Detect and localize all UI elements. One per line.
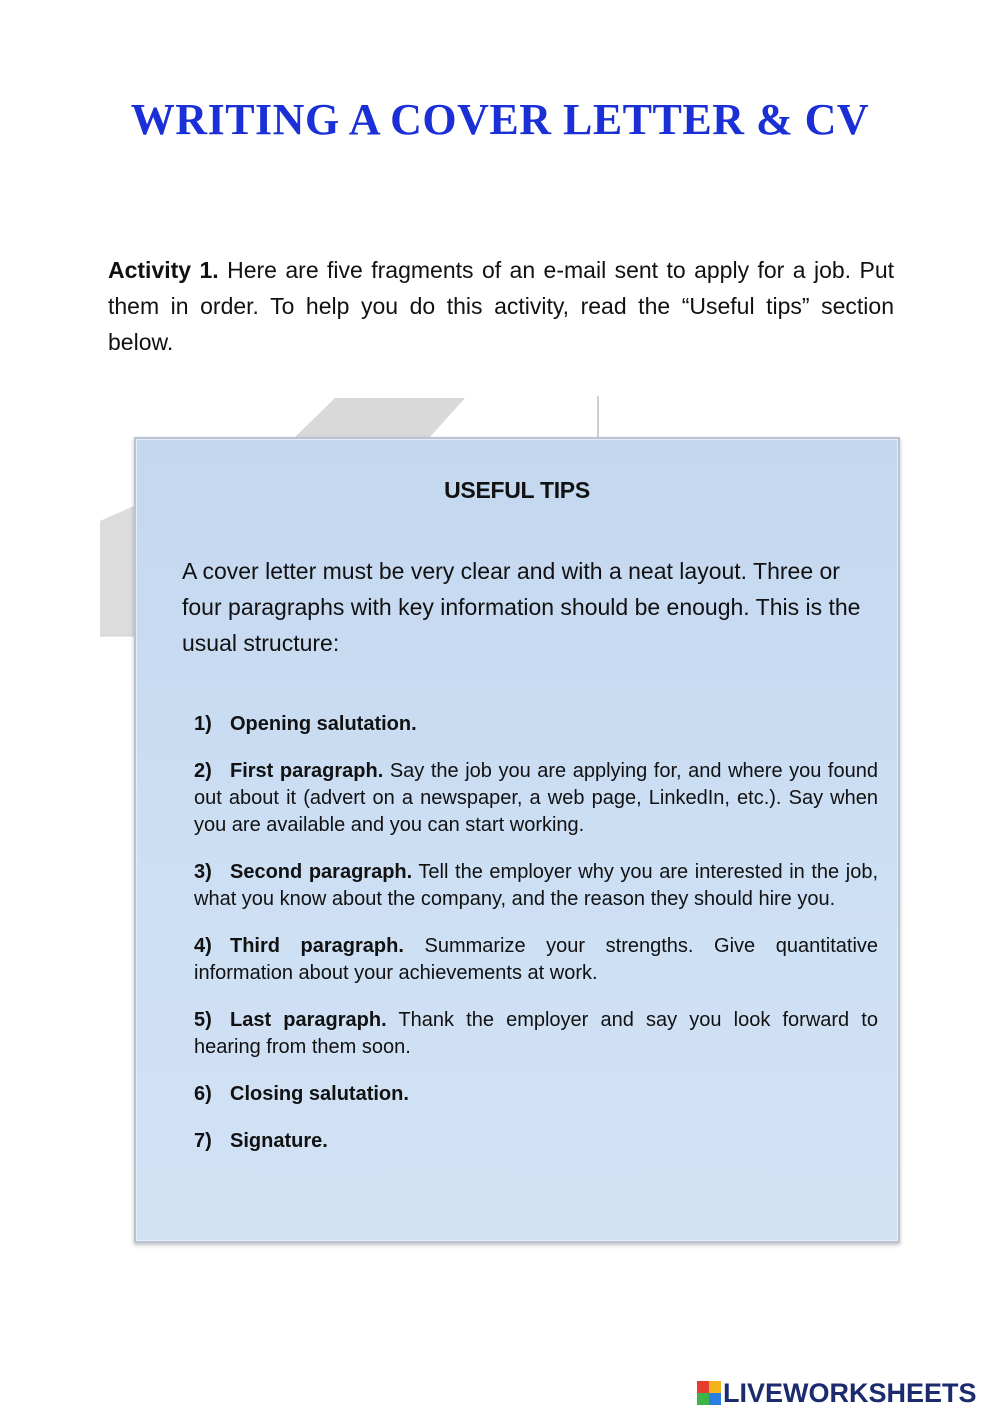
tips-list [194,711,878,1175]
tip-number: 5) [194,1009,212,1031]
tip-item [194,933,878,987]
tip-text: Summarize your strengths. Give quantitative information about your achievements at work. [194,935,879,984]
tip-heading: Signature. [230,1130,328,1152]
tips-intro: A cover letter must be very clear and with a neat layout. Three or four paragraphs with key information should be enough. This is the usual structure: [182,558,861,656]
tip-heading: Third paragraph. [230,935,404,957]
tip-number: 4) [194,935,212,957]
tip-number: 3) [194,861,212,883]
activity-text: Here are five fragments of an e-mail sent to apply for a job. Put them in order. To help you do this activity, read the “Useful tips” section below. [108,257,894,355]
activity-label: Activity 1. [108,257,219,283]
tip-text: Tell the employer why you are interested in the job, what you know about the company, and the reason they should hire you. [194,861,878,910]
tip-heading: Second paragraph. [230,861,413,883]
tip-item [194,1128,878,1155]
tip-text: Thank the employer and say you look forward to hearing from them soon. [194,1009,878,1058]
liveworksheets-brand [697,1378,977,1408]
tip-heading: Opening salutation. [230,713,417,735]
brand-name: LIVEWORKSHEETS [723,1377,977,1408]
tip-heading: Last paragraph. [230,1009,387,1031]
activity-instructions [108,252,894,360]
tips-title: USEFUL TIPS [444,477,590,503]
tip-number: 1) [194,713,212,735]
tip-item [194,1081,878,1108]
page-title: WRITING A COVER LETTER & CV [130,95,870,144]
tip-number: 7) [194,1130,212,1152]
tip-text: Say the job you are applying for, and where you found out about it (advert on a newspaper, a web page, LinkedIn, etc.). Say when you are available and you can start working. [194,760,878,836]
tip-number: 6) [194,1083,212,1105]
tip-number: 2) [194,760,212,782]
useful-tips-box [134,437,900,1243]
tip-item [194,758,878,839]
tip-heading: First paragraph. [230,760,384,782]
tip-item [194,1007,878,1061]
liveworksheets-logo-icon [697,1381,721,1405]
tip-item [194,859,878,913]
tip-heading: Closing salutation. [230,1083,409,1105]
tip-item [194,711,878,738]
